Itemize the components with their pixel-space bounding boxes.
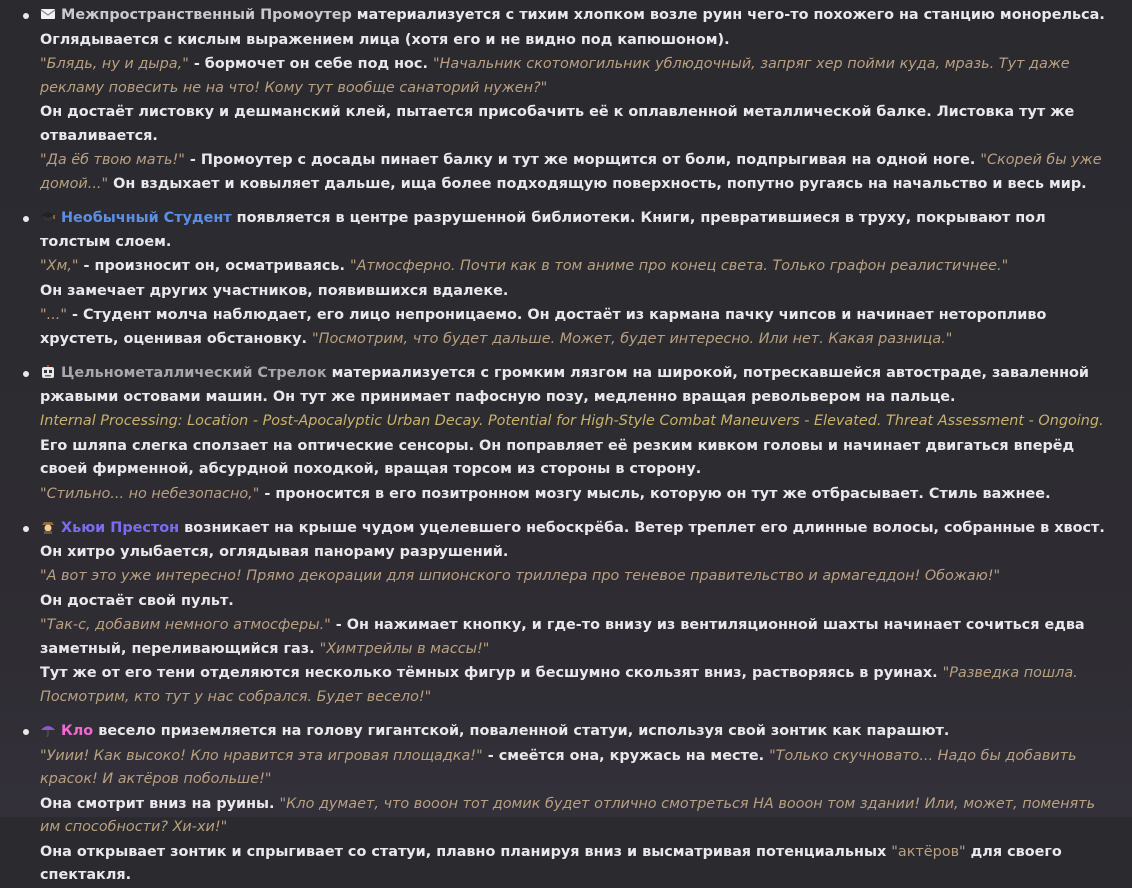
dialogue-line: "Уиии! Как высоко! Кло нравится эта игровая площадка!" - смеётся она, кружась на месте. "Только скучновато... Надо бы добавить красок! И актёров побольше!": [40, 747, 1077, 787]
character-name: Межпространственный Промоутер: [61, 7, 352, 23]
dialogue-line: "Да ёб твою мать!" - Промоутер с досады пинает балку и тут же морщится от боли, подпрыгивая на одной ноге. "Скорей бы уже домой..." Он вздыхает и ковыляет дальше, ища более подходящую поверхность, попутно ругаясь на начальство и весь мир.: [40, 152, 1102, 192]
narration-line: Он достаёт листовку и дешманский клей, пытается присобачить её к оплавленной металлической балке. Листовка тут же отваливается.: [40, 104, 1075, 144]
bullet-dot: [23, 13, 29, 19]
narration-line: Он замечает других участников, появившихся вдалеке.: [40, 282, 509, 299]
dialogue-line: "Так-с, добавим немного атмосферы." - Он нажимает кнопку, и где-то внизу из вентиляционной шахты начинает сочиться едва заметный, переливающийся газ. "Химтрейлы в массы!": [40, 617, 1085, 657]
dialogue-line: Она смотрит вниз на руины. "Кло думает, что вооон тот домик будет отлично смотреться НА вооон том здании! Или, может, поменять им способности? Хи-хи!": [40, 795, 1096, 835]
character-name: Цельнометаллический Стрелок: [61, 365, 327, 381]
graduation-cap-icon: [40, 209, 56, 223]
dialogue-line: Она открывает зонтик и спрыгивает со статуи, плавно планируя вниз и высматривая потенциальных "актёров" для своего спектакля.: [40, 843, 1062, 883]
dialogue-line: "..." - Студент молча наблюдает, его лицо непроницаемо. Он достаёт из кармана пачку чипсов и начинает неторопливо хрустеть, оценивая обстановку. "Посмотрим, что будет дальше. Может, будет интересно. Или нет. Какая разница.": [40, 307, 1047, 347]
bullet-dot: [23, 729, 29, 735]
bullet-dot: [23, 371, 29, 377]
umbrella-icon: [40, 722, 56, 736]
envelope-icon: [40, 6, 56, 20]
narration-line: Он достаёт свой пульт.: [40, 592, 234, 609]
narration-line: Оглядывается с кислым выражением лица (хотя его и не видно под капюшоном).: [40, 31, 730, 48]
list-item: [0, 4, 1132, 196]
entry-line: Необычный Студент появляется в центре разрушенной библиотеки. Книги, превратившиеся в труху, покрывают пол толстым слоем.: [40, 210, 1046, 250]
dialogue-line: Тут же от его тени отделяются несколько тёмных фигур и бесшумно скользят вниз, растворяясь в руинах. "Разведка пошла. Посмотрим, кто тут у нас собрался. Будет весело!": [40, 665, 1078, 705]
dialogue-line: "Блядь, ну и дыра," - бормочет он себе под нос. "Начальник скотомогильник ублюдочный, запряг хер пойми куда, мразь. Тут даже рекламу повесить не на что! Кому тут вообще санаторий нужен?": [40, 56, 1070, 96]
character-name: Кло: [61, 723, 94, 739]
bullet-dot: [23, 526, 29, 532]
list-item: [0, 720, 1132, 888]
detective-icon: [40, 519, 56, 533]
dialogue-line: "Хм," - произносит он, осматриваясь. "Атмосферно. Почти как в том аниме про конец света. Только графон реалистичнее.": [40, 258, 1009, 274]
dialogue-line: "Стильно... но небезопасно," - проносится в его позитронном мозгу мысль, которую он тут же отбрасывает. Стиль важнее.: [40, 485, 1051, 502]
narration-line: Его шляпа слегка сползает на оптические сенсоры. Он поправляет её резким кивком головы и начинает двигаться вперёд своей фирменной, абсурдной походкой, вращая торсом из стороны в сторону.: [40, 437, 1075, 477]
entry-line: Хьюи Престон возникает на крыше чудом уцелевшего небоскрёба. Ветер треплет его длинные волосы, собранные в хвост. Он хитро улыбается, оглядывая панораму разрушений.: [40, 520, 1105, 560]
robot-face-icon: [40, 364, 56, 378]
list-item: [0, 362, 1132, 506]
character-name: Хьюи Престон: [61, 520, 180, 536]
list-item: [0, 517, 1132, 709]
system-line: Internal Processing: Location - Post-Apocalyptic Urban Decay. Potential for High-Style Combat Maneuvers - Elevated. Threat Assessment - Ongoing.: [40, 413, 1104, 429]
character-name: Необычный Студент: [61, 210, 232, 226]
bullet-dot: [23, 216, 29, 222]
entry-line: Кло весело приземляется на голову гигантской, поваленной статуи, используя свой зонтик как парашют.: [40, 720, 1114, 744]
entry-line: Цельнометаллический Стрелок материализуется с громким лязгом на широкой, потрескавшейся автостраде, заваленной ржавыми остовами машин. Он тут же принимает пафосную позу, медленно вращая револьвером на пальце.: [40, 365, 1089, 405]
dialogue-line: "А вот это уже интересно! Прямо декорации для шпионского триллера про теневое правительство и армагеддон! Обожаю!": [40, 568, 1001, 584]
list-item: [0, 207, 1132, 351]
entry-line: Межпространственный Промоутер материализуется с тихим хлопком возле руин чего-то похожего на станцию монорельса.: [40, 4, 1114, 28]
